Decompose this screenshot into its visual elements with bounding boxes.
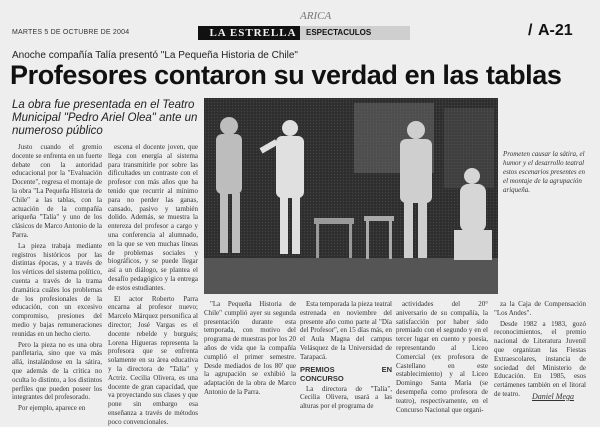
photographer-signature: Daniel Mega — [532, 392, 574, 401]
paragraph: Esta temporada la pieza teatral estrenada en noviembre del presente año como parte al "Día del Profesor", en 15 días más, en el Aula Magna del campus Velásquez de la Universidad de Tarapacá. — [300, 300, 392, 361]
crosshead-awards: PREMIOS EN CONCURSO — [300, 364, 392, 383]
article-overline: Anoche compañía Talía presentó "La Pequeña Historia de Chile" — [12, 50, 298, 61]
paragraph: Desde 1982 a 1983, gozó reconocimientos, el premio nacional de Literatura Juvenil que organizan las Fiestas Extraescolares, instancia de sociedad del Ministerio de Educación. En 1985, esos certámenes también en el litoral de teatro. — [494, 319, 586, 398]
text-column-2 — [108, 143, 198, 426]
page-number: A-21 — [538, 22, 573, 39]
page-slash: / — [528, 22, 533, 39]
paragraph: La pieza trabaja mediante registros históricos por las distintas épocas, y a través de los vértices del sistema político, cuenta a través de la trama dramática cuáles los problemas de los profesionales de la educación, con un excesivo compromiso, presiones del medio y bajas remuneraciones reunidas en un hecho cierto. — [12, 241, 102, 338]
paragraph: Pero la pieza no es una obra panfletaria, sino que va más allá, instalándose en la sátira, que además de la crítica no oculta lo distinto, a los distintos perfiles que pueden poseer los integrantes del profesorado. — [12, 340, 102, 402]
text-column-1 — [12, 143, 103, 413]
stage-scene-image — [204, 98, 498, 294]
paragraph: escena el docente joven, que llega con energía al sistema para transmitirle por sobre las dificultades un contraste con el profesor con más años que ha tenido que recurrir al mínimo para no perder las ganas, cansado, pasivo y también dolido. Además, se muestra la entereza del profesor a cargo y una conferencia al alumnado, en la que se ven muchas líneas de problemas sociales y biográficos, y se puede llegar así a un diálogo, se plantea el desafío pedagógico y la entrega de estos estudiantes. — [108, 143, 198, 292]
photo-caption: Prometen causar la sátira, el humor y el desarrollo teatral estos escenarios presentes en el montaje de la agrupación ariqueña. — [503, 150, 585, 194]
paragraph: "La Pequeña Historia de Chile" cumplió ayer su segunda presentación durante esta temporada, con motivo del programa de muestras por los 20 años de vida que la compañía cumplió el primer semestre. Desde mediados de los 80' que la agrupación se exhibió la adaptación de la obra de Marco Antonio de la Parra. — [204, 300, 296, 396]
paragraph: za la Caja de Compensación "Los Andes". — [494, 300, 586, 317]
article-subhead: La obra fue presentada en el Teatro Municipal "Pedro Ariel Olea" ante un numeroso público — [12, 99, 198, 137]
paragraph: El actor Roberto Parra encarna al profesor nuevo; Marcelo Márquez personifica al director; José Vargas es el docente rebelde y burgués; Lorena Higueras representa la profesora que se enfrenta solamente en su área educativa y la directora de "Talía" y Actriz. Cecilia Olivera, es una docente de gran capacidad, que va proyectando sus clases y que pone sin embargo esa enseñanza a través de métodos poco convencionales. — [108, 294, 198, 426]
paragraph: Justo cuando el gremio docente se enfrenta en un fuerte debate con la autoridad educacional por la "Evaluación Docente", regresa el montaje de la obra "La Pequeña Historia de Chile" a las tablas, con la actuación de la compañía ariqueña "Talía" y uno de los clásicos de Marco Antonio de la Parra. — [12, 143, 103, 239]
text-column-3 — [204, 300, 296, 410]
issue-date: MARTES 5 DE OCTUBRE DE 2004 — [12, 29, 130, 36]
text-column-5 — [396, 300, 488, 414]
newspaper-masthead: LA ESTRELLA — [198, 26, 308, 40]
theater-photo — [204, 98, 498, 294]
handwritten-note: ARICA — [300, 10, 332, 22]
section-label: ESPECTACULOS — [300, 26, 410, 40]
paragraph: Por ejemplo, aparece en — [18, 404, 86, 413]
text-column-4 — [300, 300, 392, 410]
paragraph: actividades del 20° aniversario de su compañía, la satisfacción por haber sido premiado con el segundo y en el tercer lugar en cuento y poesía, representando al Liceo Comercial (ex profesora de Castellano en este establecimiento) y al Liceo Domingo Santa María (se desempeña como profesora de teatro), respectivamente, en el Concurso Nacional que organi- — [396, 300, 488, 414]
paragraph: La directora de "Talía", Cecilia Olivera, usará a las alturas por el programa de — [300, 384, 392, 411]
article-headline: Profesores contaron su verdad en las tablas — [10, 60, 562, 90]
